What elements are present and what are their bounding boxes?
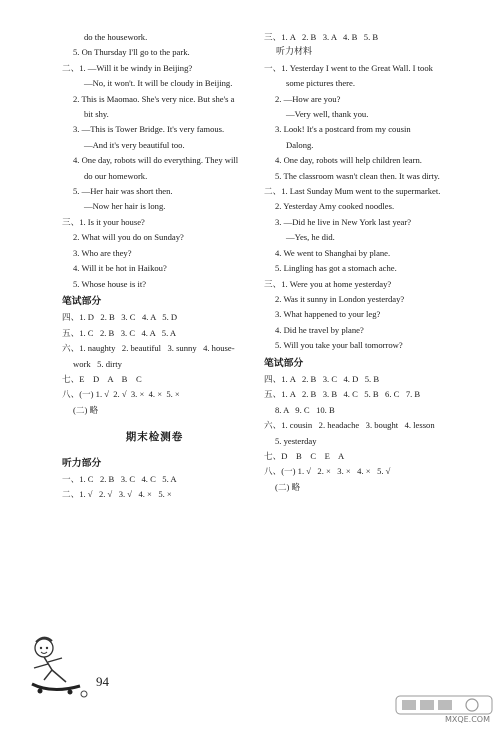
answer-line: 5. The classroom wasn't clean then. It was dirty.	[275, 170, 440, 181]
answer-line: do the housework.	[84, 32, 148, 42]
answer-line: 2. Was it sunny in London yesterday?	[275, 293, 405, 304]
answer-line: work 5. dirty	[73, 358, 122, 369]
answer-line: 三、1. Is it your house?	[62, 216, 145, 227]
answer-line: —Yes, he did.	[286, 232, 335, 243]
answer-line: (二) 略	[275, 481, 301, 492]
answer-line: 4. Did he travel by plane?	[275, 324, 364, 335]
answer-line: 4. We went to Shanghai by plane.	[275, 247, 391, 258]
left-column	[62, 30, 247, 503]
section-heading-listening: 听力部分	[62, 457, 102, 469]
answer-line: 2. This is Maomao. She's very nice. But she's a	[73, 93, 235, 104]
answer-line: 五、1. C 2. B 3. C 4. A 5. A	[62, 327, 177, 338]
answer-line: 六、1. naughty 2. beautiful 3. sunny 4. house-	[62, 343, 235, 354]
section-heading-listening-material: 听力材料	[276, 47, 313, 58]
answer-line: 五、1. A 2. B 3. B 4. C 5. B 6. C 7. B	[264, 389, 421, 400]
answer-line: —No, it won't. It will be cloudy in Beijing.	[84, 78, 233, 89]
answer-line: 七、D B C E A	[264, 450, 345, 461]
answer-line: —And it's very beautiful too.	[84, 139, 185, 150]
answer-line: 3. —This is Tower Bridge. It's very famous.	[73, 124, 225, 135]
answer-line: 4. One day, robots will help children learn.	[275, 155, 422, 166]
right-answers-block-2	[264, 61, 464, 354]
right-answers-block-3	[264, 372, 464, 495]
answer-line: —Now her hair is long.	[84, 201, 166, 212]
answer-line: 三、1. A 2. B 3. A 4. B 5. B	[264, 32, 379, 42]
final-exam-title: 期末检测卷	[125, 431, 184, 444]
answer-line: 4. One day, robots will do everything. They will	[73, 155, 239, 166]
answer-line: 2. Yesterday Amy cooked noodles.	[275, 201, 395, 212]
answer-line: 3. Look! It's a postcard from my cousin	[275, 124, 411, 135]
answer-line: 四、1. A 2. B 3. C 4. D 5. B	[264, 373, 380, 384]
answer-line: 3. What happened to your leg?	[275, 309, 381, 320]
right-column	[264, 30, 464, 495]
answer-line: 2. —How are you?	[275, 93, 341, 104]
left-answers-block-3	[62, 472, 247, 503]
skateboard-kid-illustration	[22, 628, 92, 703]
answer-line: 二、1. —Will it be windy in Beijing?	[62, 62, 193, 73]
page-number: 94	[96, 674, 109, 689]
answer-line: 2. What will you do on Sunday?	[73, 232, 184, 243]
answer-line: 一、1. C 2. B 3. C 4. C 5. A	[62, 473, 177, 484]
section-heading-written: 笔试部分	[62, 295, 102, 307]
answer-line: 三、1. Were you at home yesterday?	[264, 278, 392, 289]
answer-line: 5. —Her hair was short then.	[73, 186, 173, 197]
watermark-text: MXQE.COM	[444, 715, 490, 724]
answer-line: some pictures there.	[286, 78, 355, 89]
section-heading-written-2: 笔试部分	[264, 357, 304, 369]
answer-line: bit shy.	[84, 109, 109, 120]
watermark	[394, 694, 494, 726]
answer-line: 4. Will it be hot in Haikou?	[73, 263, 167, 274]
answer-line: 5. Will you take your ball tomorrow?	[275, 340, 403, 351]
answer-line: 二、1. Last Sunday Mum went to the supermarket.	[264, 186, 441, 197]
answer-line: 5. On Thursday I'll go to the park.	[73, 47, 190, 58]
right-answers-block-1	[264, 30, 464, 45]
answer-line: 八、(一) 1. √ 2. × 3. × 4. × 5. √	[264, 466, 391, 477]
answer-line: —Very well, thank you.	[286, 109, 369, 120]
answer-line: 5. yesterday	[275, 435, 317, 446]
left-answers-block-1	[62, 30, 247, 292]
answer-line: 六、1. cousin 2. headache 3. bought 4. lesson	[264, 420, 435, 431]
answer-line: 8. A 9. C 10. B	[275, 404, 335, 415]
answer-line: 二、1. √ 2. √ 3. √ 4. × 5. ×	[62, 489, 172, 500]
answer-line: 3. —Did he live in New York last year?	[275, 216, 412, 227]
answer-line: 5. Lingling has got a stomach ache.	[275, 263, 397, 274]
answer-line: 3. Who are they?	[73, 247, 132, 258]
answer-line: 八、(一) 1. √ 2. √ 3. × 4. × 5. ×	[62, 389, 180, 400]
answer-line: 一、1. Yesterday I went to the Great Wall. I took	[264, 62, 433, 73]
left-answers-block-2	[62, 310, 247, 418]
answer-line: 四、1. D 2. B 3. C 4. A 5. D	[62, 312, 178, 323]
answer-line: do our homework.	[84, 170, 148, 181]
answer-line: Dalong.	[286, 139, 314, 150]
answer-line: 5. Whose house is it?	[73, 278, 147, 289]
answer-line: 七、E D A B C	[62, 373, 142, 384]
answer-line: (二) 略	[73, 404, 99, 415]
